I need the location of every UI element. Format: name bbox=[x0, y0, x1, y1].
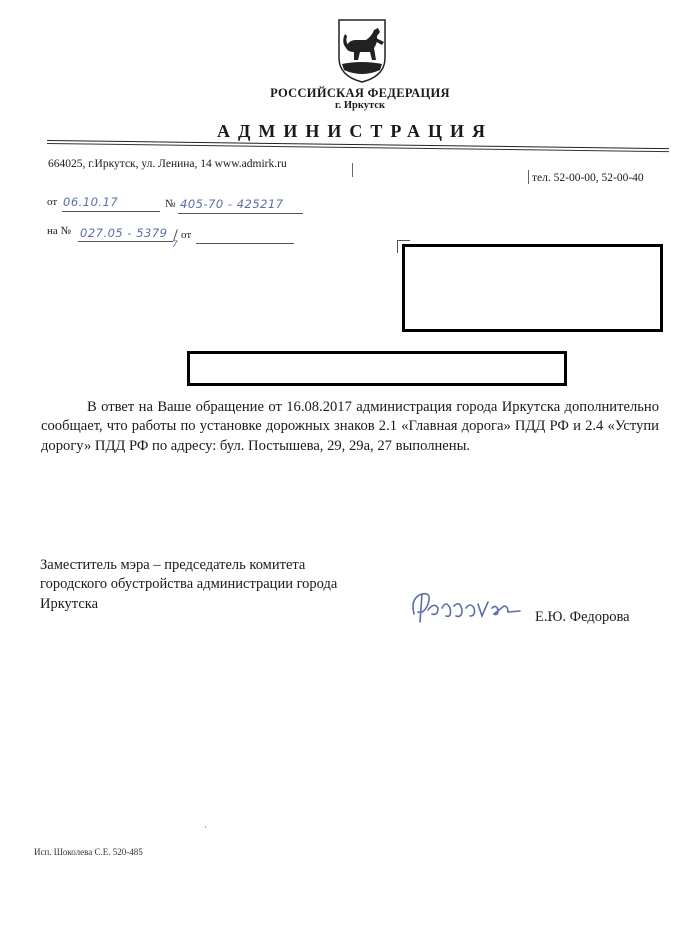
city-name: г. Иркутск bbox=[335, 100, 385, 111]
handwritten-signature bbox=[408, 584, 528, 632]
coat-of-arms-icon bbox=[336, 18, 388, 84]
field-mark bbox=[352, 163, 353, 177]
executor-note: Исп. Шоколева С.Е. 520-485 bbox=[34, 847, 143, 857]
reference-date-label: от bbox=[181, 229, 192, 241]
scan-speck bbox=[205, 826, 206, 828]
organization-title: АДМИНИСТРАЦИЯ bbox=[216, 121, 494, 141]
signer-name: Е.Ю. Федорова bbox=[535, 609, 630, 625]
reference-date-line bbox=[196, 229, 294, 244]
country-name: РОССИЙСКАЯ ФЕДЕРАЦИЯ bbox=[270, 86, 450, 100]
field-mark bbox=[528, 170, 529, 184]
outgoing-number: 405-70 - 425217 bbox=[180, 197, 284, 211]
signer-position: Заместитель мэра – председатель комитета городского обустройства администрации города Иркутска bbox=[40, 557, 338, 612]
outgoing-date: 06.10.17 bbox=[63, 195, 119, 209]
number-label: № bbox=[165, 198, 176, 210]
reference-number: 027.05 - 5379 bbox=[80, 226, 168, 240]
date-label: от bbox=[47, 196, 58, 208]
organization-phone: тел. 52-00-00, 52-00-40 bbox=[532, 172, 644, 184]
organization-address: 664025, г.Иркутск, ул. Ленина, 14 www.admirk.ru bbox=[48, 158, 287, 170]
redacted-recipient bbox=[402, 244, 663, 332]
letter-body: В ответ на Ваше обращение от 16.08.2017 администрация города Иркутска дополнительно сообщает, что работы по установке дорожных знаков 2.1 «Главная дорога» ПДД РФ и 2.4 «Уступи дорогу» ПДД РФ по адресу: бул. Постышева, 29, 29а, 27 выполнены. bbox=[41, 399, 659, 454]
reference-label: на № bbox=[47, 225, 72, 237]
redacted-salutation bbox=[187, 351, 567, 386]
reference-suffix: 7 bbox=[172, 240, 179, 250]
